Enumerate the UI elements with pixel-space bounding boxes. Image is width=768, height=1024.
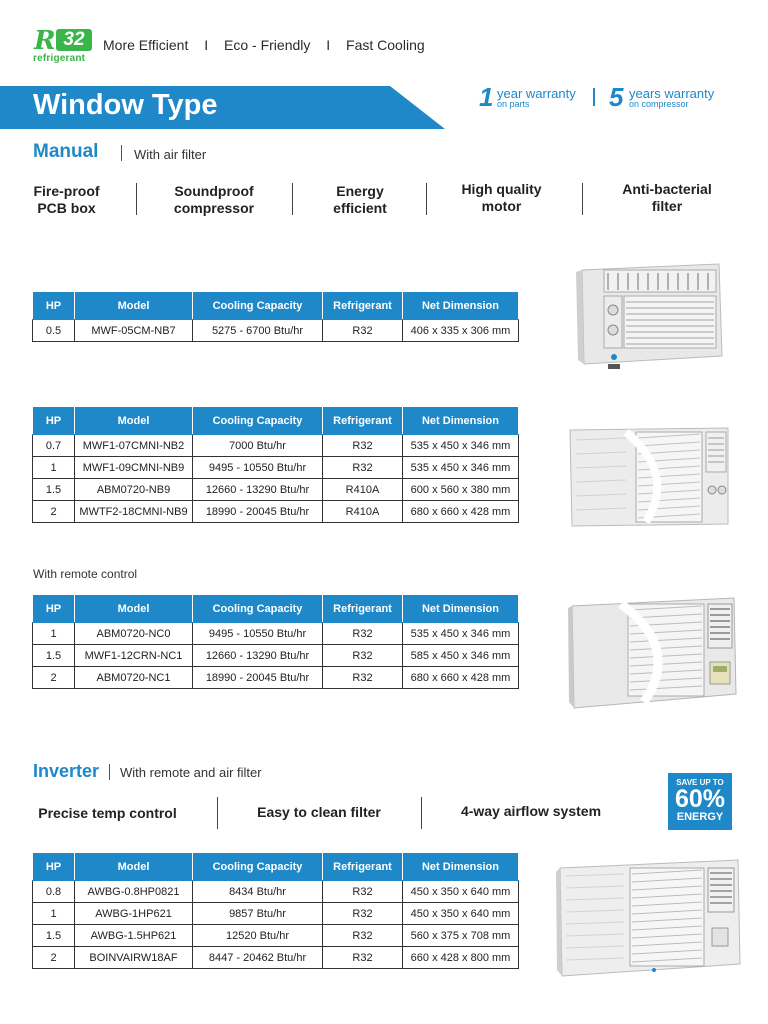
table-row [33,457,519,479]
feature-motor: High quality motor [461,181,542,214]
cell-dimension: 680 x 660 x 428 mm [403,667,519,689]
table-header-row [33,292,519,320]
cell-hp: 1 [33,903,75,925]
heading-divider [121,145,122,161]
table-row [33,623,519,645]
logo-letter: R [34,26,56,56]
cell-hp: 0.5 [33,320,75,342]
col-hp: HP [33,407,75,435]
cell-dimension: 535 x 450 x 346 mm [403,457,519,479]
cell-dimension: 585 x 450 x 346 mm [403,645,519,667]
table-row [33,881,519,903]
table-header-row [33,407,519,435]
table-header-row [33,595,519,623]
table-row [33,320,519,342]
feature-4way-airflow: 4-way airflow system [460,803,602,819]
table-row [33,645,519,667]
col-capacity: Cooling Capacity [193,853,323,881]
col-hp: HP [33,853,75,881]
remote-control-label: With remote control [33,567,138,581]
cell-model: MWTF2-18CMNI-NB9 [75,501,193,523]
page-title: Window Type [33,89,218,121]
spec-table-manual-small [32,291,519,342]
cell-capacity: 9495 - 10550 Btu/hr [193,623,323,645]
spec-table-manual [32,406,519,523]
tagline-item: Eco - Friendly [224,37,311,53]
col-refrigerant: Refrigerant [323,595,403,623]
table-row [33,501,519,523]
cell-capacity: 18990 - 20045 Btu/hr [193,667,323,689]
warranty-scope: on compressor [629,99,689,109]
cell-refrigerant: R410A [323,501,403,523]
cell-model: MWF1-09CMNI-NB9 [75,457,193,479]
col-model: Model [75,595,193,623]
cell-model: AWBG-1.5HP621 [75,925,193,947]
badge-bottom-text: ENERGY [676,811,724,823]
cell-capacity: 9857 Btu/hr [193,903,323,925]
warranty-years: 5 [609,82,624,112]
cell-dimension: 535 x 450 x 346 mm [403,623,519,645]
feature-precise-temp: Precise temp control [38,805,177,821]
cell-refrigerant: R32 [323,645,403,667]
cell-dimension: 560 x 375 x 708 mm [403,925,519,947]
col-capacity: Cooling Capacity [193,407,323,435]
col-capacity: Cooling Capacity [193,292,323,320]
warranty-scope: on parts [497,99,530,109]
warranty-label: year warranty [497,86,576,101]
cell-dimension: 600 x 560 x 380 mm [403,479,519,501]
inverter-subheading: With remote and air filter [120,765,262,780]
cell-model: ABM0720-NC0 [75,623,193,645]
warranty-label: years warranty [629,86,715,101]
warranty-years: 1 [479,82,494,112]
cell-refrigerant: R32 [323,903,403,925]
col-dimension: Net Dimension [403,292,519,320]
cell-hp: 1.5 [33,645,75,667]
cell-refrigerant: R32 [323,667,403,689]
col-model: Model [75,292,193,320]
energy-saving-badge [668,773,732,830]
cell-model: MWF-05CM-NB7 [75,320,193,342]
tagline-separator: I [326,37,331,53]
spec-table-remote [32,594,519,689]
col-hp: HP [33,595,75,623]
col-refrigerant: Refrigerant [323,292,403,320]
table-header-row [33,853,519,881]
logo-number: 32 [56,29,92,51]
manual-heading: Manual [33,141,99,162]
col-dimension: Net Dimension [403,407,519,435]
cell-hp: 2 [33,947,75,969]
tagline-item: Fast Cooling [346,37,425,53]
heading-divider [109,764,110,780]
cell-capacity: 7000 Btu/hr [193,435,323,457]
cell-model: MWF1-07CMNI-NB2 [75,435,193,457]
badge-top-text: SAVE UP TO [676,778,724,787]
cell-hp: 2 [33,667,75,689]
col-model: Model [75,853,193,881]
cell-dimension: 406 x 335 x 306 mm [403,320,519,342]
cell-refrigerant: R32 [323,925,403,947]
col-dimension: Net Dimension [403,853,519,881]
cell-dimension: 660 x 428 x 800 mm [403,947,519,969]
feature-easy-clean: Easy to clean filter [257,804,381,820]
col-dimension: Net Dimension [403,595,519,623]
cell-refrigerant: R32 [323,623,403,645]
table-row [33,435,519,457]
window-ac-manual-image [566,424,732,528]
cell-capacity: 12660 - 13290 Btu/hr [193,479,323,501]
cell-model: MWF1-12CRN-NC1 [75,645,193,667]
logo-subtitle: refrigerant [33,53,86,64]
table-row [33,947,519,969]
cell-model: ABM0720-NB9 [75,479,193,501]
feature-divider [426,183,427,215]
cell-hp: 0.8 [33,881,75,903]
tagline [103,37,425,53]
tagline-item: More Efficient [103,37,189,53]
table-row [33,667,519,689]
feature-divider [217,797,218,829]
feature-antibacterial: Anti-bacterial filter [622,181,712,214]
cell-capacity: 12660 - 13290 Btu/hr [193,645,323,667]
col-model: Model [75,407,193,435]
cell-refrigerant: R32 [323,947,403,969]
cell-refrigerant: R410A [323,479,403,501]
cell-capacity: 8447 - 20462 Btu/hr [193,947,323,969]
r32-refrigerant-logo [30,28,92,64]
cell-capacity: 5275 - 6700 Btu/hr [193,320,323,342]
inverter-heading: Inverter [33,761,100,781]
table-row [33,925,519,947]
cell-hp: 0.7 [33,435,75,457]
warranty-divider [593,88,595,106]
cell-refrigerant: R32 [323,881,403,903]
cell-hp: 1.5 [33,925,75,947]
feature-divider [136,183,137,215]
feature-divider [582,183,583,215]
badge-percentage: 60% [674,785,726,813]
cell-model: AWBG-0.8HP0821 [75,881,193,903]
cell-hp: 1.5 [33,479,75,501]
feature-energy: Energy efficient [333,183,387,216]
cell-refrigerant: R32 [323,435,403,457]
table-row [33,479,519,501]
cell-hp: 2 [33,501,75,523]
window-ac-inverter-image [554,858,744,980]
col-capacity: Cooling Capacity [193,595,323,623]
feature-soundproof: Soundproof compressor [173,183,255,216]
cell-capacity: 18990 - 20045 Btu/hr [193,501,323,523]
cell-dimension: 680 x 660 x 428 mm [403,501,519,523]
spec-table-inverter [32,852,519,969]
window-ac-remote-image [566,596,740,712]
cell-dimension: 450 x 350 x 640 mm [403,881,519,903]
feature-divider [292,183,293,215]
window-ac-small-image [574,260,724,372]
feature-divider [421,797,422,829]
table-row [33,903,519,925]
feature-fireproof: Fire-proof PCB box [33,183,100,216]
cell-capacity: 8434 Btu/hr [193,881,323,903]
cell-refrigerant: R32 [323,457,403,479]
cell-dimension: 535 x 450 x 346 mm [403,435,519,457]
cell-model: AWBG-1HP621 [75,903,193,925]
cell-capacity: 9495 - 10550 Btu/hr [193,457,323,479]
cell-dimension: 450 x 350 x 640 mm [403,903,519,925]
cell-model: ABM0720-NC1 [75,667,193,689]
col-refrigerant: Refrigerant [323,853,403,881]
manual-subheading: With air filter [134,147,207,162]
cell-capacity: 12520 Btu/hr [193,925,323,947]
cell-hp: 1 [33,623,75,645]
cell-hp: 1 [33,457,75,479]
cell-refrigerant: R32 [323,320,403,342]
cell-model: BOINVAIRW18AF [75,947,193,969]
col-hp: HP [33,292,75,320]
col-refrigerant: Refrigerant [323,407,403,435]
tagline-separator: I [204,37,209,53]
